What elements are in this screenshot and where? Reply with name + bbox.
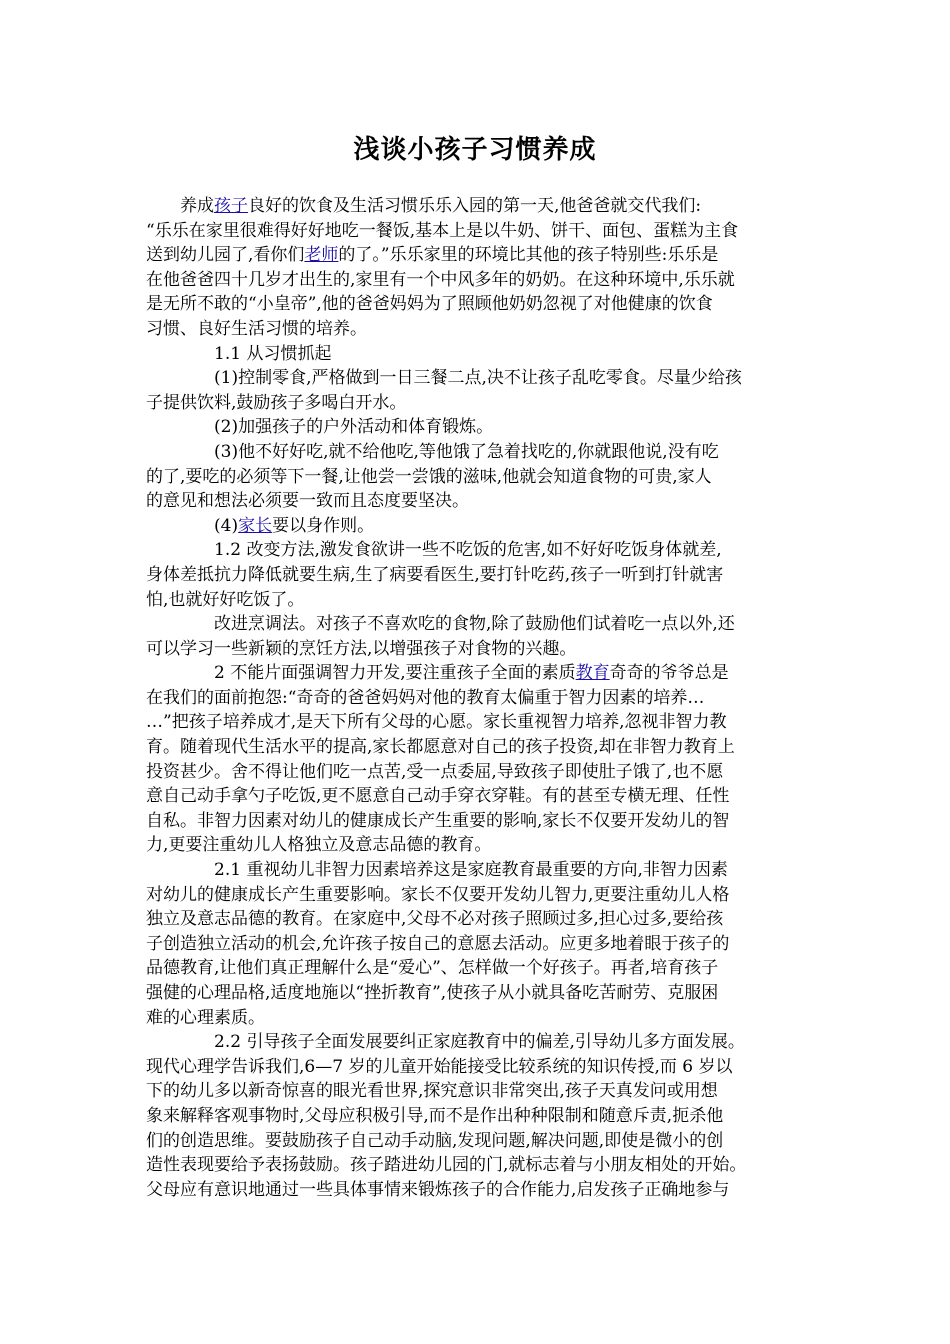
text-line: 改进烹调法。对孩子不喜欢吃的食物,除了鼓励他们试着吃一点以外,还 <box>214 614 735 635</box>
text-run: 2 不能片面强调智力开发,要注重孩子全面的素质 <box>214 663 576 684</box>
text-line: 的意见和想法必须要一致而且态度要坚决。 <box>146 491 469 512</box>
text-line: 可以学习一些新颖的烹饪方法,以增强孩子对食物的兴趣。 <box>146 638 577 659</box>
text-run: 奇奇的爷爷总是 <box>609 663 729 684</box>
document-body <box>146 194 814 1202</box>
text-line: 自私。非智力因素对幼儿的健康成长产生重要的影响,家长不仅要开发幼儿的智 <box>146 810 730 831</box>
text-line: 下的幼儿多以新奇惊喜的眼光看世界,探究意识非常突出,孩子天真发问或用想 <box>146 1081 718 1102</box>
text-line: 是无所不敢的“小皇帝”,他的爸爸妈妈为了照顾他奶奶忽视了对他健康的饮食 <box>146 294 713 315</box>
text-line: 难的心理素质。 <box>146 1007 265 1028</box>
text-line: 子提供饮料,鼓励孩子多喝白开水。 <box>146 392 407 413</box>
text-line: 造性表现要给予表扬鼓励。孩子踏进幼儿园的门,就标志着与小朋友相处的开始。 <box>146 1155 747 1176</box>
text-line: 独立及意志品德的教育。在家庭中,父母不必对孩子照顾过多,担心过多,要给孩 <box>146 909 724 930</box>
text-run: 要以身作则。 <box>272 515 375 536</box>
inline-link[interactable]: 老师 <box>304 245 339 266</box>
inline-link[interactable]: 家长 <box>238 515 273 536</box>
text-line <box>146 661 814 686</box>
text-line: 意自己动手拿勺子吃饭,更不愿意自己动手穿衣穿鞋。有的甚至专横无理、任性 <box>146 786 730 807</box>
text-run: 良好的饮食及生活习惯乐乐入园的第一天,他爸爸就交代我们: <box>248 196 702 216</box>
text-line: 象来解释客观事物时,父母应积极引导,而不是作出种种限制和随意斥责,扼杀他 <box>146 1105 724 1126</box>
text-line: …”把孩子培养成才,是天下所有父母的心愿。家长重视智力培养,忽视非智力教 <box>146 712 727 733</box>
text-line: 身体差抵抗力降低就要生病,生了病要看医生,要打针吃药,孩子一听到打针就害 <box>146 564 724 585</box>
text-line: 怕,也就好好吃饭了。 <box>146 589 305 610</box>
text-line: (1)控制零食,严格做到一日三餐二点,决不让孩子乱吃零食。尽量少给孩 <box>214 368 742 389</box>
text-line: “乐乐在家里很难得好好地吃一餐饭,基本上是以牛奶、饼干、面包、蛋糕为主食 <box>146 220 739 241</box>
text-line: 子创造独立活动的机会,允许孩子按自己的意愿去活动。应更多地着眼于孩子的 <box>146 933 730 954</box>
text-line: 对幼儿的健康成长产生重要影响。家长不仅要开发幼儿智力,更要注重幼儿人格 <box>146 884 730 905</box>
text-line: 2.1 重视幼儿非智力因素培养这是家庭教育最重要的方向,非智力因素 <box>214 860 728 881</box>
text-line: 父母应有意识地通过一些具体事情来锻炼孩子的合作能力,启发孩子正确地参与 <box>146 1179 730 1200</box>
text-line <box>146 514 814 539</box>
text-line: 强健的心理品格,适度地施以“挫折教育”,使孩子从小就具备吃苦耐劳、克服困 <box>146 983 719 1003</box>
text-line: 习惯、良好生活习惯的培养。 <box>146 318 367 339</box>
text-line: (2)加强孩子的户外活动和体育锻炼。 <box>214 417 494 438</box>
text-line: (3)他不好好吃,就不给他吃,等他饿了急着找吃的,你就跟他说,没有吃 <box>214 441 719 462</box>
text-line: 在我们的面前抱怨:“奇奇的爸爸妈妈对他的教育太偏重于智力因素的培养… <box>146 687 705 708</box>
text-line: 现代心理学告诉我们,6—7 岁的儿童开始能接受比较系统的知识传授,而 6 岁以 <box>146 1056 733 1077</box>
text-run: 养成 <box>180 196 214 216</box>
text-line <box>146 194 814 219</box>
text-line: 1.2 改变方法,激发食欲讲一些不吃饭的危害,如不好好吃饭身体就差, <box>214 540 722 561</box>
inline-link[interactable]: 教育 <box>575 663 610 684</box>
text-line: 力,更要注重幼儿人格独立及意志品德的教育。 <box>146 835 492 856</box>
text-line: 育。随着现代生活水平的提高,家长都愿意对自己的孩子投资,却在非智力教育上 <box>146 737 735 758</box>
text-run: (4) <box>214 515 239 536</box>
text-line <box>146 243 814 268</box>
text-line: 的了,要吃的必须等下一餐,让他尝一尝饿的滋味,他就会知道食物的可贵,家人 <box>146 466 712 487</box>
text-run: 的了。”乐乐家里的环境比其他的孩子特别些:乐乐是 <box>338 245 719 266</box>
text-line: 1.1 从习惯抓起 <box>214 343 332 364</box>
text-line: 品德教育,让他们真正理解什么是“爱心”、怎样做一个好孩子。再者,培育孩子 <box>146 958 719 979</box>
text-line: 们的创造思维。要鼓励孩子自己动手动脑,发现问题,解决问题,即使是微小的创 <box>146 1130 724 1151</box>
text-run: 送到幼儿园了,看你们 <box>146 245 305 266</box>
inline-link[interactable]: 孩子 <box>214 196 248 216</box>
text-line: 在他爸爸四十几岁才出生的,家里有一个中风多年的奶奶。在这种环境中,乐乐就 <box>146 269 735 290</box>
text-line: 2.2 引导孩子全面发展要纠正家庭教育中的偏差,引导幼儿多方面发展。 <box>214 1032 745 1053</box>
document-title: 浅谈小孩子习惯养成 <box>353 135 597 165</box>
text-line: 投资甚少。舍不得让他们吃一点苦,受一点委屈,导致孩子即使肚子饿了,也不愿 <box>146 761 724 782</box>
